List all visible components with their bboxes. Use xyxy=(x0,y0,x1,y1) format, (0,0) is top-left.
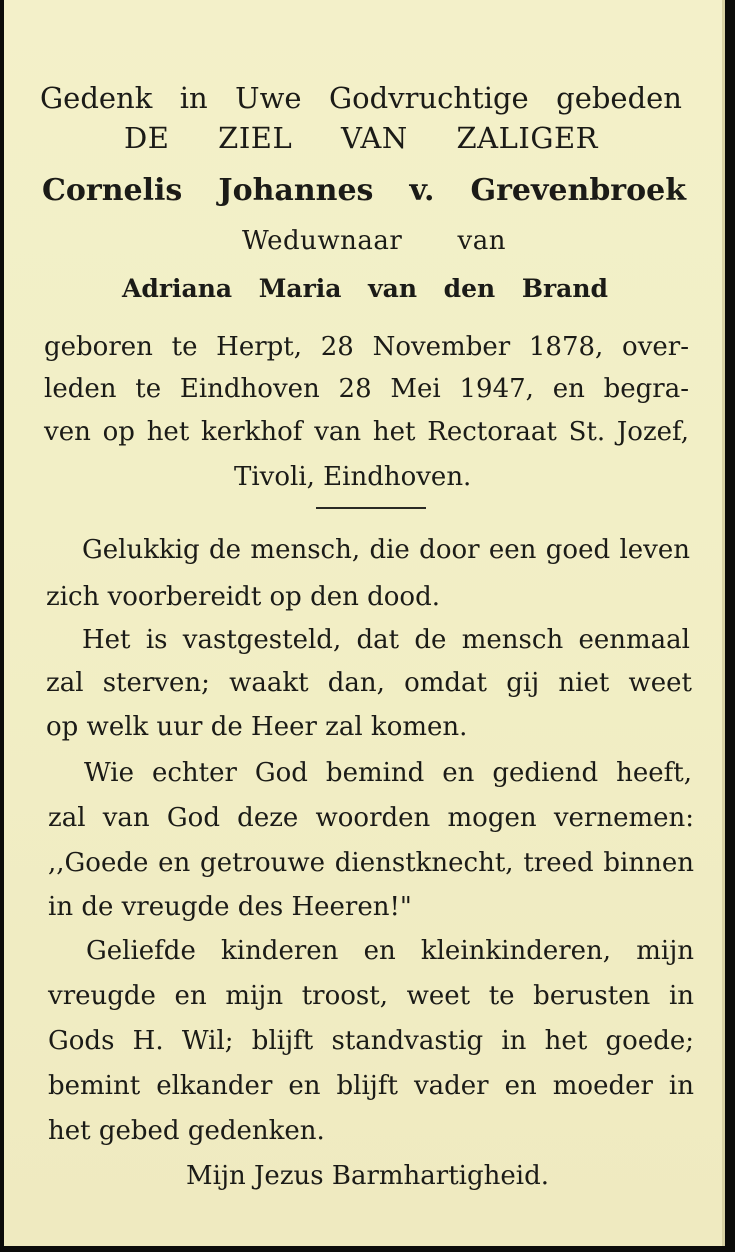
body-line-5: op welk uur de Heer zal komen. xyxy=(46,712,468,742)
body-line-11: vreugde en mijn troost, weet te berusten in xyxy=(48,981,694,1011)
body-line-4: zal sterven; waakt dan, omdat gij niet weet xyxy=(46,668,692,698)
body-line-6: Wie echter God bemind en gediend heeft, xyxy=(84,758,692,788)
relation-label: Weduwnaar van xyxy=(242,226,506,256)
body-line-1: Gelukkig de mensch, die door een goed leven xyxy=(82,535,690,565)
body-line-7: zal van God deze woorden mogen vernemen: xyxy=(48,803,694,833)
closing-prayer: Mijn Jezus Barmhartigheid. xyxy=(186,1161,549,1191)
bio-line-3: ven op het kerkhof van het Rectoraat St. Jozef, xyxy=(44,417,689,447)
body-line-12: Gods H. Wil; blijft standvastig in het goede; xyxy=(48,1026,694,1056)
body-line-9: in de vreugde des Heeren!" xyxy=(48,892,412,922)
body-line-10: Geliefde kinderen en kleinkinderen, mijn xyxy=(86,936,694,966)
divider-rule xyxy=(316,507,426,509)
body-line-13: bemint elkander en blijft vader en moeder in xyxy=(48,1071,694,1101)
bio-line-2: leden te Eindhoven 28 Mei 1947, en begra- xyxy=(44,374,689,404)
body-line-2: zich voorbereidt op den dood. xyxy=(46,582,440,612)
memorial-card xyxy=(4,0,725,1246)
body-line-14: het gebed gedenken. xyxy=(48,1116,325,1146)
spouse-name: Adriana Maria van den Brand xyxy=(122,274,608,303)
deceased-name: Cornelis Johannes v. Grevenbroek xyxy=(42,173,686,208)
bio-line-4: Tivoli, Eindhoven. xyxy=(234,462,472,492)
body-line-8: ,,Goede en getrouwe dienstknecht, treed binnen xyxy=(48,848,694,878)
bio-line-1: geboren te Herpt, 28 November 1878, over- xyxy=(44,332,689,362)
soul-line: DE ZIEL VAN ZALIGER xyxy=(124,121,598,155)
dedication-line: Gedenk in Uwe Godvruchtige gebeden xyxy=(40,81,682,115)
body-line-3: Het is vastgesteld, dat de mensch eenmaal xyxy=(82,625,690,655)
